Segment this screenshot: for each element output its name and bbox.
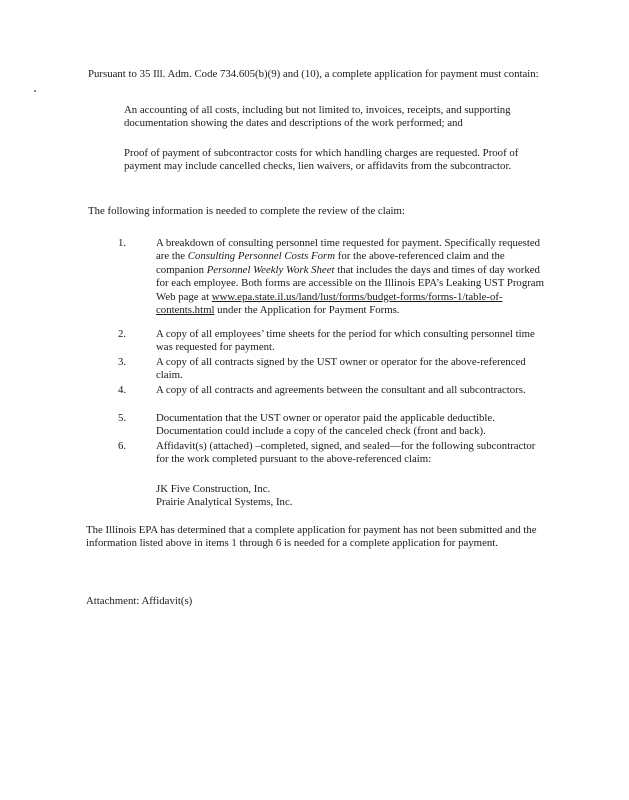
conclusion-paragraph: The Illinois EPA has determined that a complete application for payment has not been submitted and the information listed above in items 1 through 6 is needed for a complete application for payment. xyxy=(86,524,537,550)
list-item xyxy=(118,237,548,328)
item-number: 2. xyxy=(118,328,127,340)
needed-items-list xyxy=(118,237,548,468)
list-item xyxy=(118,440,548,468)
item-number: 5. xyxy=(118,412,127,424)
form-name-consulting-costs: Consulting Personnel Costs Form xyxy=(187,250,336,263)
scan-speck xyxy=(34,90,36,92)
item-text: Affidavit(s) (attached) –completed, signed, and sealed—for the following subcontractor for the work completed pursuant to the above-referenced claim: xyxy=(156,440,536,466)
item-text: A breakdown of consulting personnel time requested for payment. Specifically requested are the Consulting Personnel Costs Form for the above-referenced claim and the companion Personnel Weekly Work Sheet that includes the days and times of day worked for each employee. Both forms are accessible on the Illinois EPA’s Leaking UST Program Web page at www.epa.state.il.us/land/lust/forms/budget-forms/forms-1/table-of-contents.html under the Application for Payment Forms. xyxy=(156,237,545,317)
list-item xyxy=(118,356,548,384)
subcontractor-list xyxy=(156,483,536,510)
item-text: Documentation that the UST owner or operator paid the applicable deductible. Documentation could include a copy of the canceled check (front and back). xyxy=(156,412,495,438)
intro-paragraph: Pursuant to 35 Ill. Adm. Code 734.605(b)(9) and (10), a complete application for payment must contain: xyxy=(88,68,539,80)
list-item xyxy=(118,384,548,412)
form-name-weekly-work-sheet: Personnel Weekly Work Sheet xyxy=(206,263,335,276)
requirement-costs-accounting: An accounting of all costs, including but not limited to, invoices, receipts, and supporting documentation showing the dates and descriptions of the work performed; and xyxy=(124,104,511,130)
item-number: 3. xyxy=(118,356,127,368)
subcontractor-name: Prairie Analytical Systems, Inc. xyxy=(156,496,293,509)
item-text: A copy of all contracts signed by the UST owner or operator for the above-referenced claim. xyxy=(156,356,526,382)
item-text: A copy of all contracts and agreements between the consultant and all subcontractors. xyxy=(156,384,526,396)
item-number: 4. xyxy=(118,384,127,396)
list-item xyxy=(118,412,548,440)
forms-web-link[interactable]: www.epa.state.il.us/land/lust/forms/budget-forms/forms-1/table-of-contents.html xyxy=(156,290,503,317)
attachment-line: Attachment: Affidavit(s) xyxy=(86,595,193,607)
list-item xyxy=(118,328,548,356)
subcontractor-name: JK Five Construction, Inc. xyxy=(156,483,271,495)
item-text: A copy of all employees’ time sheets for the period for which consulting personnel time was requested for payment. xyxy=(156,328,535,354)
item-number: 1. xyxy=(118,237,127,249)
requirement-proof-of-payment: Proof of payment of subcontractor costs for which handling charges are requested. Proof of payment may include cancelled checks, lien waivers, or affidavits from the subcontractor. xyxy=(124,147,519,173)
item-number: 6. xyxy=(118,440,127,452)
needed-info-heading: The following information is needed to complete the review of the claim: xyxy=(88,205,405,217)
